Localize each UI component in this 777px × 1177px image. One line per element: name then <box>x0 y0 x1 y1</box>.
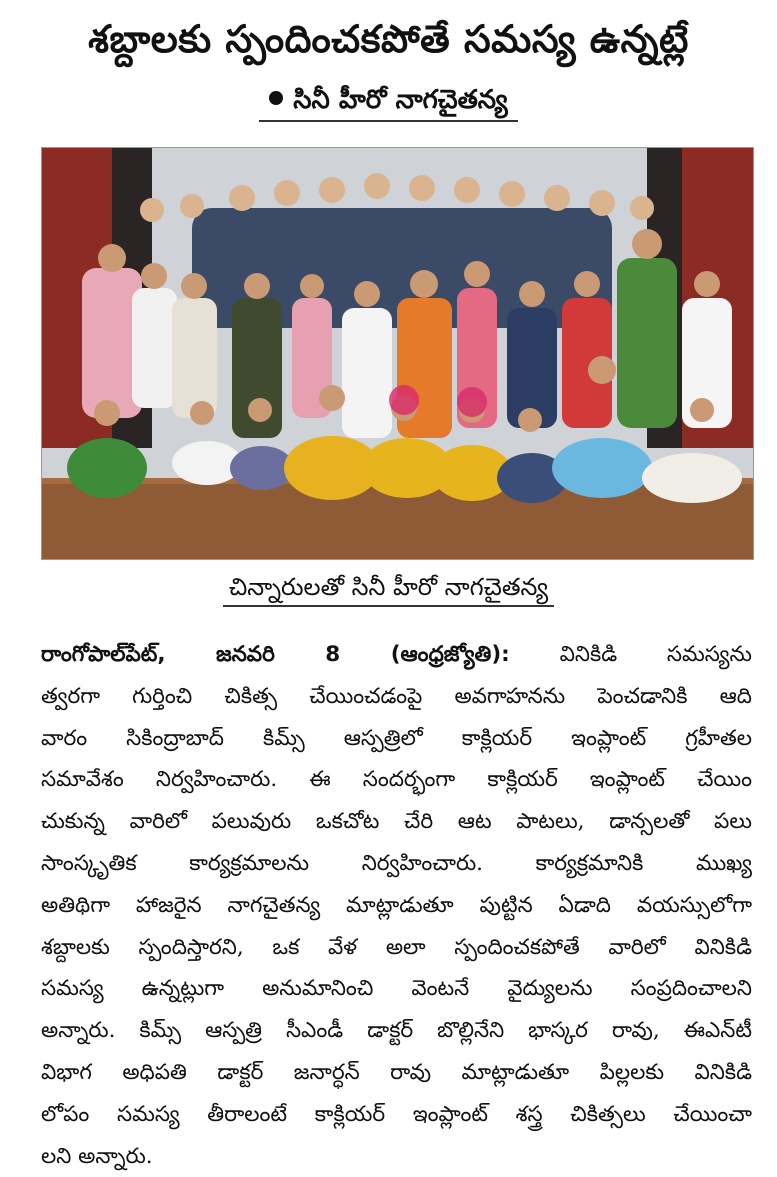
article-line: శబ్దాలకు స్పందిస్తారని, ఒక వేళ అలా స్పందించకపోతే వారిలో వినికిడి <box>41 934 752 960</box>
article-line-text: వినికిడి సమస్యను <box>559 642 752 667</box>
article-line: అన్నారు. కిమ్స్ ఆస్పత్రి సీఎండీ డాక్టర్ బొల్లినేని భాస్కర రావు, ఈఎన్‌టీ <box>41 1018 752 1044</box>
article-dateline: రాంగోపాల్‌పేట్, జనవరి 8 (ఆంధ్రజ్యోతి): <box>41 642 510 667</box>
article-line: సమస్య ఉన్నట్లుగా అనుమానించి వెంటనే వైద్యులను సంప్రదించాలని <box>41 976 752 1002</box>
photo-caption-wrap <box>0 569 777 607</box>
article-line: లోపం సమస్య తీరాలంటే కాక్లియర్ ఇంప్లాంట్ శస్త్ర చికిత్సలు చేయించా <box>41 1101 752 1127</box>
group-photo <box>41 147 754 560</box>
bullet-icon <box>269 91 283 105</box>
article-line: లని అన్నారు. <box>41 1143 153 1169</box>
subheadline: సినీ హీరో నాగచైతన్య <box>293 85 508 115</box>
subheadline-box <box>259 80 517 122</box>
article-line: చుకున్న వారిలో పలువురు ఒకచోట చేరి ఆట పాటలు, డాన్సలతో పలు <box>41 809 752 835</box>
article-line: వారం సికింద్రాబాద్ కిమ్స్ ఆస్పత్రిలో కాక్లియర్ ఇంప్లాంట్ గ్రహీతల <box>41 725 752 751</box>
article-line: సాంస్కృతిక కార్యక్రమాలను నిర్వహించారు. కార్యక్రమానికి ముఖ్య <box>41 850 752 876</box>
photo-caption: చిన్నారులతో సినీ హీరో నాగచైతన్య <box>223 569 554 607</box>
article-line: సమావేశం నిర్వహించారు. ఈ సందర్భంగా కాక్లియర్ ఇంప్లాంట్ చేయిం <box>41 767 752 793</box>
article-line: త్వరగా గుర్తించి చికిత్స చేయించడంపై అవగాహనను పెంచడానికి ఆది <box>41 683 752 709</box>
article-line: అతిథిగా హాజరైన నాగచైతన్య మాట్లాడుతూ పుట్టిన ఏడాది వయస్సులోగా <box>41 892 752 918</box>
article-body <box>41 634 752 1177</box>
subheadline-wrap <box>0 80 777 122</box>
headline: శబ్దాలకు స్పందించకపోతే సమస్య ఉన్నట్లే <box>88 17 689 61</box>
group-photo-illustration <box>42 148 753 559</box>
article-line <box>41 634 752 676</box>
article-line: విభాగ అధిపతి డాక్టర్ జనార్ధన్ రావు మాట్లాడుతూ పిల్లలకు వినికిడి <box>41 1059 752 1085</box>
